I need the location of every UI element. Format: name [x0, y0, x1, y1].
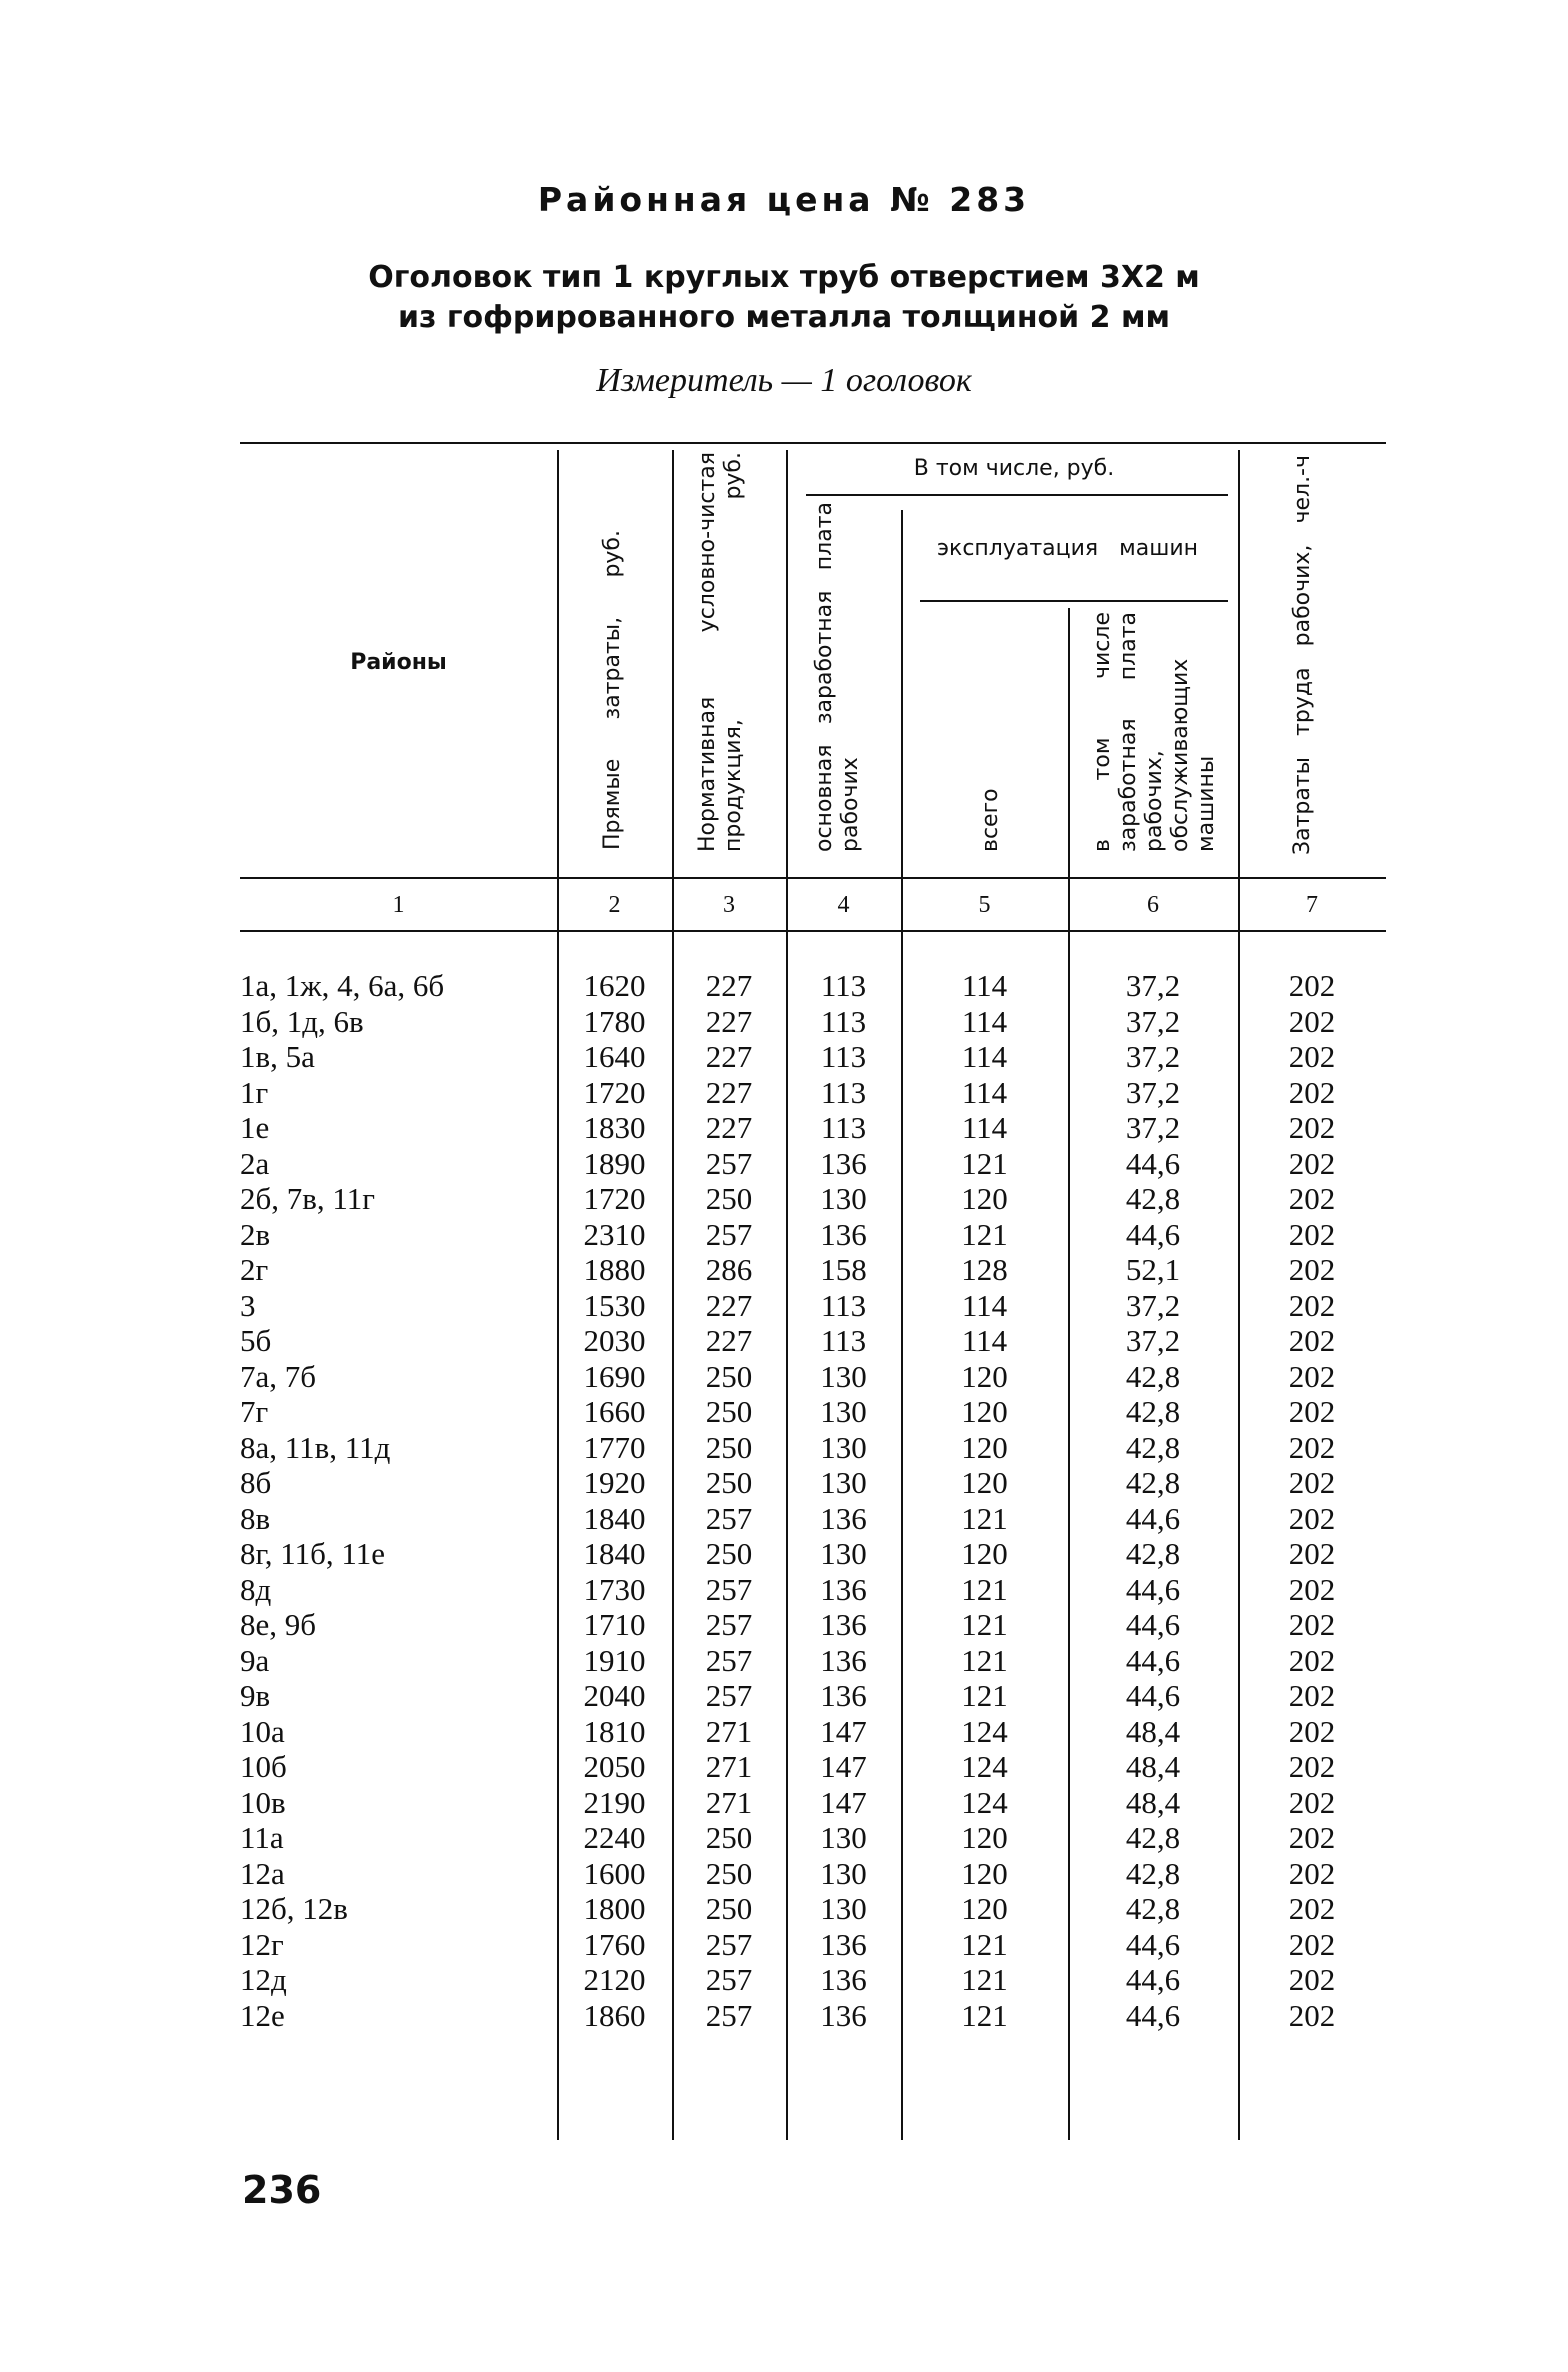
value-cell: 120: [961, 1465, 1008, 1500]
value-cell: 121: [961, 1607, 1008, 1642]
table-row: [0, 1891, 1568, 1927]
header-bottom-rule: [240, 877, 1386, 879]
value-cell: 121: [961, 1571, 1008, 1607]
value-cell: 250: [705, 1429, 753, 1465]
table-row: [0, 1998, 1568, 2034]
page-subtitle: [0, 258, 1568, 338]
header-machine-operation: эксплуатация машин: [936, 536, 1199, 561]
value-cell: 124: [961, 1713, 1008, 1749]
value-cell: 37,2: [1125, 1039, 1181, 1074]
value-cell: 2310: [583, 1216, 646, 1252]
value-cell: 202: [1288, 1252, 1336, 1287]
value-cell: 202: [1288, 1039, 1336, 1074]
value-cell: 1640: [583, 1039, 646, 1074]
value-cell: 42,8: [1125, 1536, 1181, 1571]
region-cell: 8г, 11б, 11е: [240, 1536, 385, 1571]
table-row: [0, 1714, 1568, 1750]
value-cell: 52,1: [1125, 1252, 1181, 1287]
value-cell: 42,8: [1125, 1429, 1181, 1465]
table-row: [0, 1643, 1568, 1679]
region-cell: 12б, 12в: [240, 1891, 348, 1926]
value-cell: 121: [961, 1500, 1008, 1536]
value-cell: 202: [1288, 1784, 1336, 1820]
table-row: [0, 1359, 1568, 1395]
header-total: всего: [978, 788, 1003, 852]
value-cell: 227: [705, 1039, 753, 1074]
region-cell: 10в: [240, 1784, 286, 1820]
region-cell: 1е: [240, 1110, 270, 1145]
value-cell: 48,4: [1125, 1784, 1181, 1820]
region-cell: 12е: [240, 1997, 285, 2033]
unit-of-measure: Измеритель — 1 оголовок: [596, 362, 972, 399]
value-cell: 250: [705, 1358, 753, 1394]
value-cell: 202: [1288, 1607, 1336, 1642]
column-number-7: 7: [1306, 892, 1318, 918]
value-cell: 202: [1288, 1891, 1336, 1926]
value-cell: 113: [820, 1323, 867, 1358]
value-cell: 136: [820, 1678, 867, 1713]
table-row: [0, 1110, 1568, 1146]
value-cell: 44,6: [1125, 1678, 1181, 1713]
region-cell: 1б, 1д, 6в: [240, 1003, 364, 1039]
region-cell: 1г: [240, 1074, 269, 1110]
value-cell: 202: [1288, 1500, 1336, 1536]
value-cell: 257: [705, 1145, 753, 1181]
value-cell: 257: [705, 1642, 753, 1678]
value-cell: 202: [1288, 1997, 1336, 2033]
value-cell: 1770: [583, 1429, 646, 1465]
value-cell: 121: [961, 1926, 1008, 1962]
value-cell: 42,8: [1125, 1394, 1181, 1429]
value-cell: 202: [1288, 1287, 1336, 1323]
value-cell: 44,6: [1125, 1145, 1181, 1181]
value-cell: 37,2: [1125, 1003, 1181, 1039]
value-cell: 121: [961, 1642, 1008, 1678]
value-cell: 1840: [583, 1500, 646, 1536]
value-cell: 44,6: [1125, 1571, 1181, 1607]
value-cell: 130: [820, 1429, 867, 1465]
region-cell: 10а: [240, 1713, 285, 1749]
value-cell: 147: [820, 1749, 867, 1784]
value-cell: 136: [820, 1642, 867, 1678]
value-cell: 44,6: [1125, 1962, 1181, 1997]
value-cell: 2190: [583, 1784, 646, 1820]
header-operator-wages: в том числе заработная плата рабочих, обслуживающих машины: [1090, 612, 1219, 852]
header-normative-product: Нормативная условно-чистая продукция, руб.: [695, 452, 746, 852]
value-cell: 202: [1288, 1110, 1336, 1145]
value-cell: 202: [1288, 1216, 1336, 1252]
value-cell: 44,6: [1125, 1607, 1181, 1642]
value-cell: 202: [1288, 1749, 1336, 1784]
region-cell: 8е, 9б: [240, 1607, 317, 1642]
value-cell: 113: [820, 1074, 867, 1110]
table-body: [0, 968, 1568, 2033]
column-number-5: 5: [978, 892, 991, 918]
value-cell: 1800: [583, 1891, 646, 1926]
value-cell: 271: [705, 1749, 753, 1784]
value-cell: 250: [705, 1855, 753, 1891]
region-cell: 8д: [240, 1571, 272, 1607]
value-cell: 202: [1288, 1536, 1336, 1571]
subtitle-line-2: из гофрированного металла толщиной 2 мм: [397, 300, 1170, 335]
value-cell: 1840: [583, 1536, 646, 1571]
value-cell: 114: [961, 968, 1008, 1003]
table-row: [0, 1252, 1568, 1288]
value-cell: 257: [705, 1997, 753, 2033]
value-cell: 130: [820, 1358, 867, 1394]
value-cell: 257: [705, 1607, 753, 1642]
table-row: [0, 1785, 1568, 1821]
column-number-1: 1: [392, 892, 405, 918]
value-cell: 202: [1288, 1465, 1336, 1500]
value-cell: 130: [820, 1394, 867, 1429]
region-cell: 8а, 11в, 11д: [240, 1429, 391, 1465]
value-cell: 130: [820, 1855, 867, 1891]
value-cell: 227: [705, 1110, 753, 1145]
value-cell: 227: [705, 968, 753, 1003]
value-cell: 1530: [583, 1287, 646, 1323]
value-cell: 114: [961, 1110, 1008, 1145]
value-cell: 130: [820, 1536, 867, 1571]
value-cell: 114: [961, 1003, 1008, 1039]
value-cell: 147: [820, 1713, 867, 1749]
column-number-3: 3: [723, 892, 735, 918]
value-cell: 250: [705, 1536, 753, 1571]
value-cell: 121: [961, 1678, 1008, 1713]
value-cell: 257: [705, 1571, 753, 1607]
table-row: [0, 1394, 1568, 1430]
subtitle-line-1: Оголовок тип 1 круглых труб отверстием 3Х2 м: [368, 260, 1200, 295]
region-cell: 9в: [240, 1678, 271, 1713]
table-row: [0, 1465, 1568, 1501]
value-cell: 120: [961, 1358, 1008, 1394]
value-cell: 202: [1288, 1394, 1336, 1429]
table-row: [0, 968, 1568, 1004]
page-heading: Районная цена № 283: [537, 180, 1031, 219]
value-cell: 1690: [583, 1358, 646, 1394]
value-cell: 120: [961, 1855, 1008, 1891]
value-cell: 286: [705, 1252, 753, 1287]
value-cell: 120: [961, 1181, 1008, 1216]
value-cell: 227: [705, 1003, 753, 1039]
region-cell: 2г: [240, 1252, 269, 1287]
value-cell: 1710: [583, 1607, 646, 1642]
value-cell: 1880: [583, 1252, 646, 1287]
value-cell: 114: [961, 1323, 1008, 1358]
table-row: [0, 1075, 1568, 1111]
value-cell: 257: [705, 1926, 753, 1962]
value-cell: 2040: [583, 1678, 646, 1713]
subgroup-header-rule: [920, 600, 1228, 602]
value-cell: 120: [961, 1429, 1008, 1465]
value-cell: 250: [705, 1394, 753, 1429]
value-cell: 42,8: [1125, 1855, 1181, 1891]
region-cell: 12а: [240, 1855, 285, 1891]
value-cell: 202: [1288, 1323, 1336, 1358]
region-cell: 12д: [240, 1962, 287, 1997]
value-cell: 202: [1288, 1962, 1336, 1997]
value-cell: 250: [705, 1891, 753, 1926]
region-cell: 2а: [240, 1145, 270, 1181]
header-group-including: В том числе, руб.: [913, 456, 1115, 481]
value-cell: 114: [961, 1074, 1008, 1110]
value-cell: 42,8: [1125, 1465, 1181, 1500]
value-cell: 202: [1288, 1820, 1336, 1855]
value-cell: 48,4: [1125, 1713, 1181, 1749]
value-cell: 250: [705, 1465, 753, 1500]
page-number: 236: [242, 2168, 322, 2212]
header-direct-costs: Прямые затраты, руб.: [600, 530, 625, 850]
value-cell: 227: [705, 1323, 753, 1358]
table-row: [0, 1181, 1568, 1217]
value-cell: 1810: [583, 1713, 646, 1749]
value-cell: 1890: [583, 1145, 646, 1181]
value-cell: 257: [705, 1678, 753, 1713]
value-cell: 44,6: [1125, 1500, 1181, 1536]
value-cell: 250: [705, 1820, 753, 1855]
value-cell: 2120: [583, 1962, 646, 1997]
value-cell: 1860: [583, 1997, 646, 2033]
value-cell: 124: [961, 1784, 1008, 1820]
header-labor-costs: Затраты труда рабочих, чел.-ч: [1290, 455, 1315, 855]
value-cell: 113: [820, 1039, 867, 1074]
value-cell: 42,8: [1125, 1181, 1181, 1216]
value-cell: 44,6: [1125, 1642, 1181, 1678]
value-cell: 113: [820, 968, 867, 1003]
value-cell: 1720: [583, 1181, 646, 1216]
value-cell: 37,2: [1125, 1074, 1181, 1110]
table-row: [0, 1962, 1568, 1998]
value-cell: 136: [820, 1571, 867, 1607]
table-top-rule: [240, 442, 1386, 444]
region-cell: 8б: [240, 1465, 272, 1500]
region-cell: 9а: [240, 1642, 270, 1678]
value-cell: 2030: [583, 1323, 646, 1358]
value-cell: 130: [820, 1891, 867, 1926]
value-cell: 121: [961, 1216, 1008, 1252]
value-cell: 227: [705, 1287, 753, 1323]
table-row: [0, 1536, 1568, 1572]
table-row: [0, 1678, 1568, 1714]
table-row: [0, 1749, 1568, 1785]
value-cell: 1620: [583, 968, 646, 1003]
value-cell: 136: [820, 1962, 867, 1997]
value-cell: 128: [961, 1252, 1008, 1287]
column-number-6: 6: [1147, 892, 1159, 918]
value-cell: 114: [961, 1287, 1008, 1323]
header-regions: Районы: [350, 650, 447, 675]
value-cell: 130: [820, 1465, 867, 1500]
value-cell: 202: [1288, 1855, 1336, 1891]
table-row: [0, 1927, 1568, 1963]
value-cell: 202: [1288, 1074, 1336, 1110]
value-cell: 130: [820, 1820, 867, 1855]
value-cell: 1830: [583, 1110, 646, 1145]
value-cell: 1760: [583, 1926, 646, 1962]
table-row: [0, 1004, 1568, 1040]
table-row: [0, 1288, 1568, 1324]
value-cell: 42,8: [1125, 1820, 1181, 1855]
table-row: [0, 1146, 1568, 1182]
value-cell: 121: [961, 1145, 1008, 1181]
value-cell: 44,6: [1125, 1216, 1181, 1252]
value-cell: 250: [705, 1181, 753, 1216]
value-cell: 147: [820, 1784, 867, 1820]
value-cell: 2240: [583, 1820, 646, 1855]
region-cell: 2в: [240, 1216, 271, 1252]
value-cell: 158: [820, 1252, 867, 1287]
value-cell: 114: [961, 1039, 1008, 1074]
value-cell: 1730: [583, 1571, 646, 1607]
value-cell: 202: [1288, 1642, 1336, 1678]
value-cell: 202: [1288, 1713, 1336, 1749]
value-cell: 37,2: [1125, 1323, 1181, 1358]
value-cell: 120: [961, 1820, 1008, 1855]
column-number-4: 4: [837, 892, 850, 918]
value-cell: 136: [820, 1216, 867, 1252]
value-cell: 1720: [583, 1074, 646, 1110]
value-cell: 202: [1288, 1181, 1336, 1216]
value-cell: 202: [1288, 1926, 1336, 1962]
value-cell: 37,2: [1125, 1110, 1181, 1145]
region-cell: 12г: [240, 1926, 284, 1962]
region-cell: 11а: [240, 1820, 284, 1855]
column-number-2: 2: [608, 892, 621, 918]
value-cell: 37,2: [1125, 968, 1181, 1003]
value-cell: 44,6: [1125, 1926, 1181, 1962]
table-row: [0, 1430, 1568, 1466]
region-cell: 7г: [240, 1394, 269, 1429]
region-cell: 8в: [240, 1500, 271, 1536]
table-row: [0, 1501, 1568, 1537]
table-row: [0, 1323, 1568, 1359]
value-cell: 113: [820, 1287, 867, 1323]
value-cell: 227: [705, 1074, 753, 1110]
region-cell: 7а, 7б: [240, 1358, 317, 1394]
value-cell: 202: [1288, 1429, 1336, 1465]
value-cell: 2050: [583, 1749, 646, 1784]
value-cell: 1660: [583, 1394, 646, 1429]
value-cell: 1780: [583, 1003, 646, 1039]
value-cell: 113: [820, 1110, 867, 1145]
region-cell: 5б: [240, 1323, 272, 1358]
table-row: [0, 1856, 1568, 1892]
value-cell: 202: [1288, 1145, 1336, 1181]
table-row: [0, 1217, 1568, 1253]
value-cell: 202: [1288, 1678, 1336, 1713]
table-row: [0, 1039, 1568, 1075]
header-base-wages: основная заработная плата рабочих: [812, 502, 863, 852]
value-cell: 37,2: [1125, 1287, 1181, 1323]
value-cell: 121: [961, 1997, 1008, 2033]
value-cell: 202: [1288, 1003, 1336, 1039]
value-cell: 1600: [583, 1855, 646, 1891]
value-cell: 120: [961, 1394, 1008, 1429]
value-cell: 202: [1288, 1571, 1336, 1607]
value-cell: 202: [1288, 1358, 1336, 1394]
table-row: [0, 1572, 1568, 1608]
value-cell: 113: [820, 1003, 867, 1039]
value-cell: 42,8: [1125, 1358, 1181, 1394]
value-cell: 136: [820, 1926, 867, 1962]
value-cell: 136: [820, 1997, 867, 2033]
value-cell: 136: [820, 1145, 867, 1181]
value-cell: 136: [820, 1607, 867, 1642]
value-cell: 124: [961, 1749, 1008, 1784]
value-cell: 130: [820, 1181, 867, 1216]
value-cell: 257: [705, 1500, 753, 1536]
value-cell: 271: [705, 1713, 753, 1749]
value-cell: 48,4: [1125, 1749, 1181, 1784]
region-cell: 1в, 5а: [240, 1039, 315, 1074]
value-cell: 257: [705, 1216, 753, 1252]
value-cell: 136: [820, 1500, 867, 1536]
value-cell: 257: [705, 1962, 753, 1997]
region-cell: 10б: [240, 1749, 287, 1784]
table-row: [0, 1607, 1568, 1643]
value-cell: 120: [961, 1536, 1008, 1571]
value-cell: 202: [1288, 968, 1336, 1003]
table-row: [0, 1820, 1568, 1856]
value-cell: 42,8: [1125, 1891, 1181, 1926]
value-cell: 44,6: [1125, 1997, 1181, 2033]
region-cell: 2б, 7в, 11г: [240, 1181, 375, 1216]
region-cell: 1а, 1ж, 4, 6а, 6б: [240, 968, 445, 1003]
value-cell: 121: [961, 1962, 1008, 1997]
value-cell: 120: [961, 1891, 1008, 1926]
region-cell: 3: [240, 1287, 256, 1323]
value-cell: 271: [705, 1784, 753, 1820]
group-header-rule: [806, 494, 1228, 496]
value-cell: 1920: [583, 1465, 646, 1500]
value-cell: 1910: [583, 1642, 646, 1678]
column-number-rule: [240, 930, 1386, 932]
